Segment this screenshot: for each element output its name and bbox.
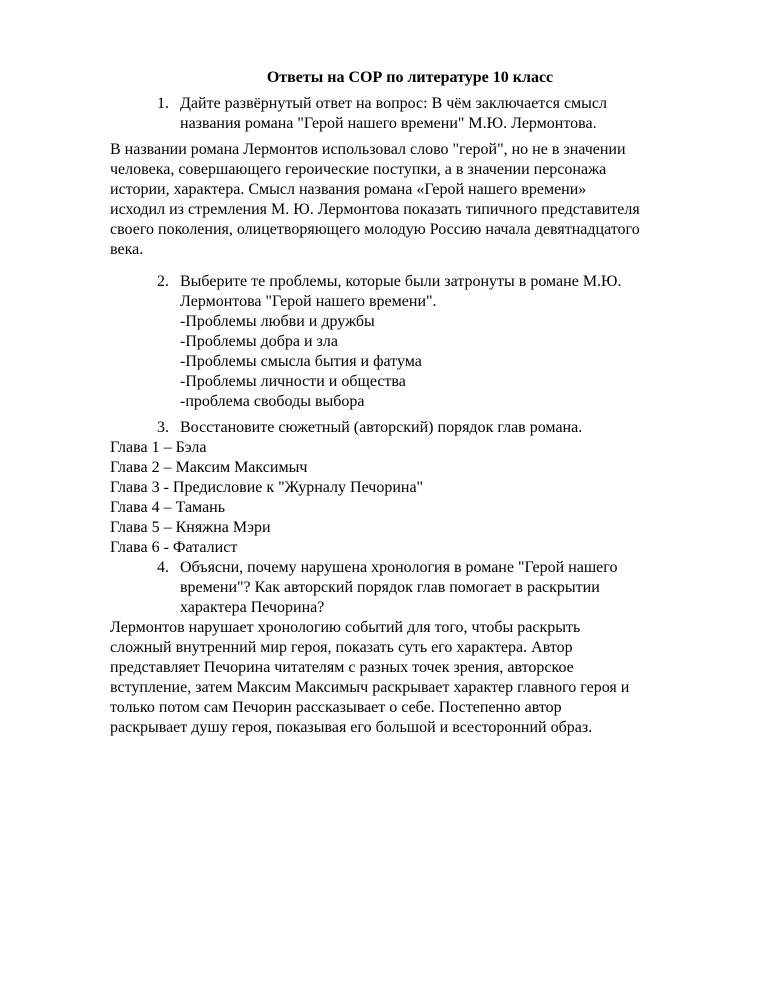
answer-line: Лермонтов нарушает хронологию событий для того, чтобы раскрыть xyxy=(110,619,581,636)
question-line: характера Печорина? xyxy=(180,599,325,616)
problem-item: -Проблемы любви и дружбы xyxy=(180,313,375,330)
answer-line: исходил из стремления М. Ю. Лермонтова показать типичного представителя xyxy=(110,201,640,218)
chapter-item: Глава 5 – Княжна Мэри xyxy=(110,519,271,536)
answer-4 xyxy=(110,618,710,738)
answer-line: своего поколения, олицетворяющего молодую Россию начала девятнадцатого xyxy=(110,221,640,238)
chapter-item: Глава 1 – Бэла xyxy=(110,439,207,456)
question-line: названия романа "Герой нашего времени" М.Ю. Лермонтова. xyxy=(180,115,597,132)
question-number: 1. xyxy=(157,95,169,112)
answer-1 xyxy=(110,140,710,260)
answer-line: истории, характера. Смысл названия романа «Герой нашего времени» xyxy=(110,181,587,198)
answer-line: В названии романа Лермонтов использовал слово "герой", но не в значении xyxy=(110,141,626,158)
problem-item: -Проблемы смысла бытия и фатума xyxy=(180,353,422,370)
question-line: Выберите те проблемы, которые были затронуты в романе М.Ю. xyxy=(180,273,622,290)
chapter-item: Глава 3 - Предисловие к "Журналу Печорина" xyxy=(110,479,424,496)
question-1 xyxy=(110,94,710,134)
question-line: Восстановите сюжетный (авторский) порядок глав романа. xyxy=(180,419,583,436)
answer-line: вступление, затем Максим Максимыч раскрывает характер главного героя и xyxy=(110,679,630,696)
question-line: Дайте развёрнутый ответ на вопрос: В чём заключается смысл xyxy=(180,95,607,112)
question-number: 3. xyxy=(157,419,169,436)
answer-line: только потом сам Печорин рассказывает о себе. Постепенно автор xyxy=(110,699,562,716)
question-number: 4. xyxy=(157,559,169,576)
chapter-item: Глава 4 – Тамань xyxy=(110,499,226,516)
question-number: 2. xyxy=(157,273,169,290)
chapter-item: Глава 2 – Максим Максимыч xyxy=(110,459,308,476)
problem-item: -Проблемы добра и зла xyxy=(180,333,338,350)
answer-line: раскрывает душу героя, показывая его большой и всесторонний образ. xyxy=(110,719,593,736)
question-line: времени"? Как авторский порядок глав помогает в раскрытии xyxy=(180,579,600,596)
question-line: Объясни, почему нарушена хронология в романе "Герой нашего xyxy=(180,559,618,576)
question-2 xyxy=(110,272,710,412)
answer-line: века. xyxy=(110,241,144,258)
chapter-item: Глава 6 - Фаталист xyxy=(110,539,238,556)
question-line: Лермонтова "Герой нашего времени". xyxy=(180,293,437,310)
answer-line: сложный внутренний мир героя, показать суть его характера. Автор xyxy=(110,639,573,656)
document-body xyxy=(110,68,710,738)
question-3 xyxy=(110,418,710,438)
answer-line: представляет Печорина читателям с разных точек зрения, авторское xyxy=(110,659,574,676)
chapter-list xyxy=(110,438,710,558)
document-title: Ответы на СОР по литературе 10 класс xyxy=(266,69,554,86)
answer-line: человека, совершающего героические поступки, а в значении персонажа xyxy=(110,161,607,178)
problem-item: -проблема свободы выбора xyxy=(180,393,365,410)
question-4 xyxy=(110,558,710,618)
problem-item: -Проблемы личности и общества xyxy=(180,373,406,390)
